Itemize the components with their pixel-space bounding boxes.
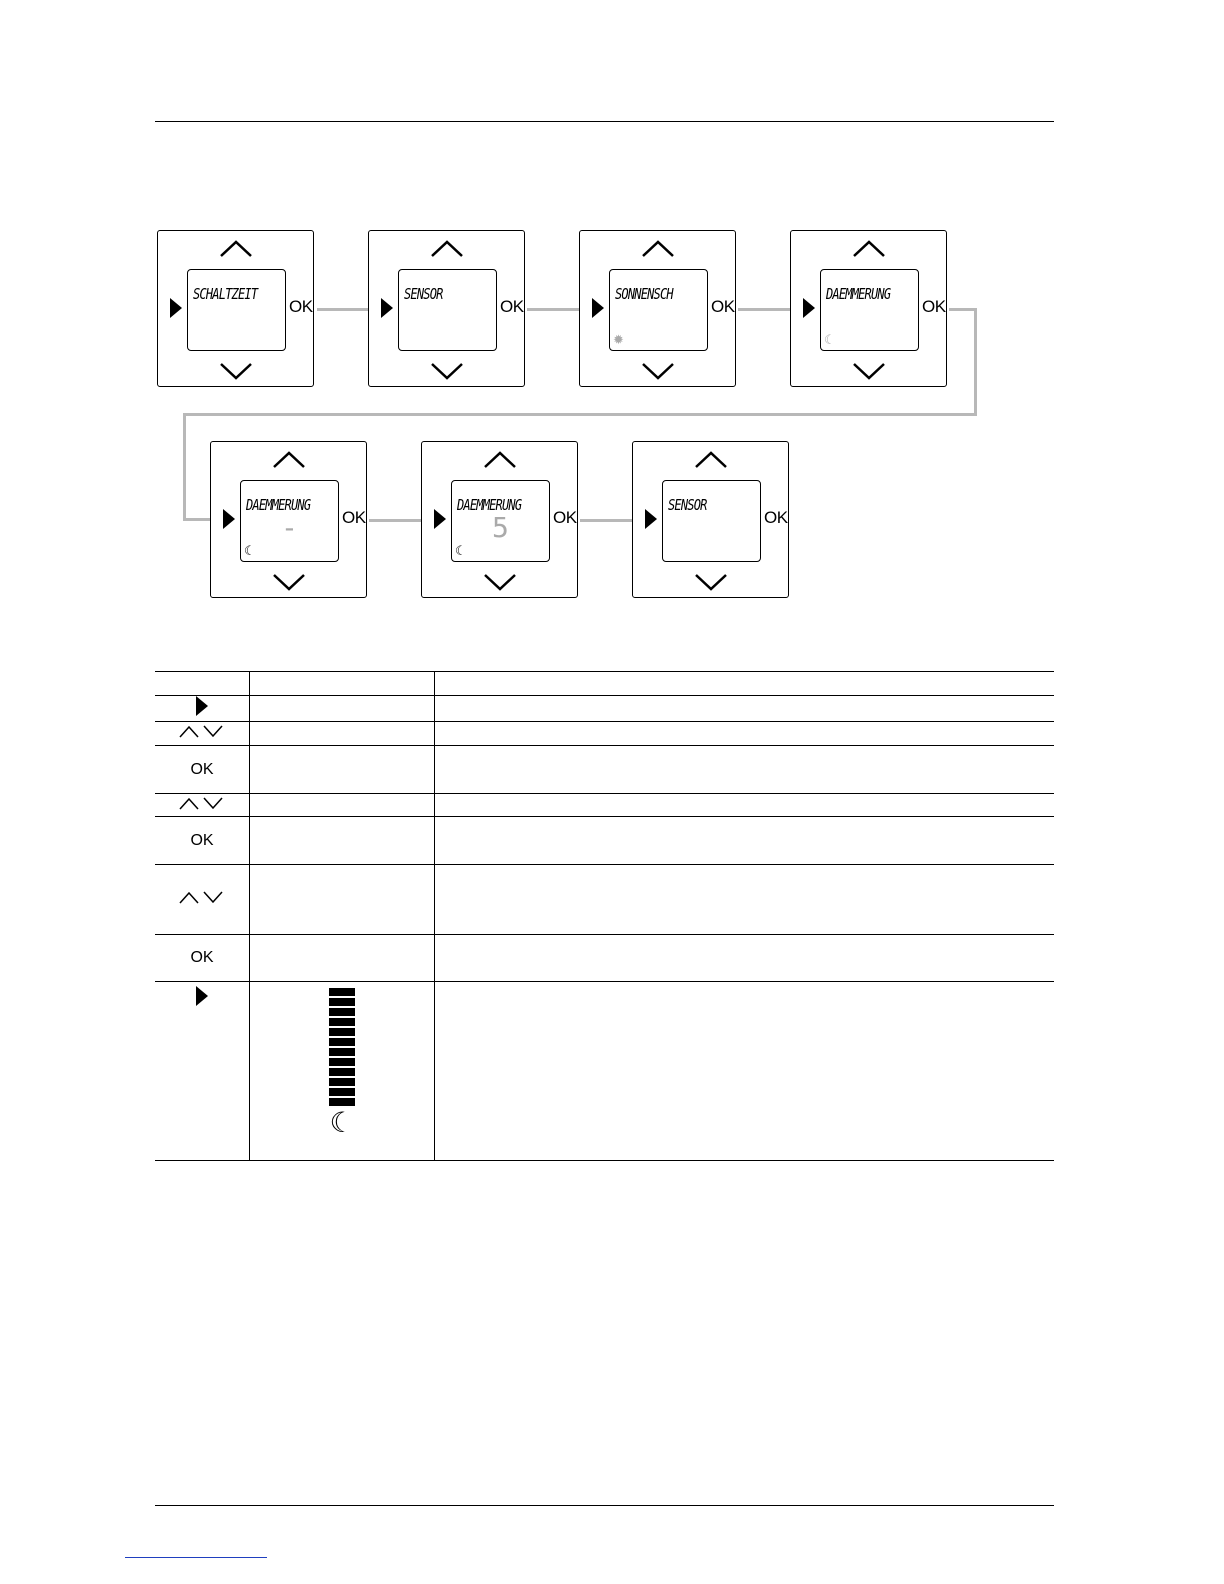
step-symbol-cell: [155, 746, 250, 794]
device-panel-2: [368, 230, 525, 387]
step-description-cell: [435, 935, 1055, 982]
device-panel-5: [210, 441, 367, 598]
chevron-up-icon[interactable]: [429, 237, 465, 259]
step-symbol-cell: [155, 935, 250, 982]
step-description-cell: [435, 696, 1055, 722]
chevron-down-icon[interactable]: [271, 572, 307, 594]
step-description-cell: [435, 817, 1055, 865]
ok-symbol: OK: [190, 760, 214, 778]
moon-icon: ☾: [824, 332, 836, 347]
device-panel-7: [632, 441, 789, 598]
moon-icon: ☾: [244, 543, 256, 558]
connector-4c: [183, 413, 977, 416]
lcd-screen: [820, 269, 919, 351]
step-description-cell: [435, 746, 1055, 794]
step-description-cell: [435, 672, 1055, 696]
step-display-cell: [250, 982, 435, 1161]
level-bar: [329, 1058, 355, 1066]
ok-button[interactable]: OK: [764, 508, 788, 527]
step-display-cell: [250, 935, 435, 982]
step-symbol-cell: [155, 982, 250, 1161]
connector-1: [317, 308, 369, 311]
step-symbol-cell: [155, 794, 250, 817]
play-icon[interactable]: [803, 298, 815, 318]
lcd-text: SONNENSCH: [615, 285, 673, 303]
connector-4a: [949, 308, 977, 311]
lcd-text: DAEMMERUNG: [246, 496, 311, 514]
ok-button[interactable]: OK: [289, 297, 313, 316]
chevron-up-icon[interactable]: [271, 448, 307, 470]
moon-icon: ☾: [455, 543, 467, 558]
table-row: [155, 696, 1054, 722]
lcd-screen: [451, 480, 550, 562]
play-icon[interactable]: [223, 509, 235, 529]
steps-table: [155, 671, 1054, 1161]
level-bar: [329, 1018, 355, 1026]
play-icon[interactable]: [170, 298, 182, 318]
step-display-cell: [250, 746, 435, 794]
lcd-screen: [609, 269, 708, 351]
lcd-text: DAEMMERUNG: [457, 496, 522, 514]
step-symbol-cell: [155, 722, 250, 746]
device-panel-4: [790, 230, 947, 387]
chevron-up-icon[interactable]: [640, 237, 676, 259]
connector-4e: [183, 518, 210, 521]
table-row: [155, 817, 1054, 865]
device-panel-1: [157, 230, 314, 387]
lcd-screen: [398, 269, 497, 351]
lcd-screen: [187, 269, 286, 351]
chevron-down-icon[interactable]: [429, 361, 465, 383]
ok-button[interactable]: OK: [711, 297, 735, 316]
level-bar: [329, 1048, 355, 1056]
level-bar: [329, 1008, 355, 1016]
chevron-down-icon[interactable]: [218, 361, 254, 383]
ok-button[interactable]: OK: [553, 508, 577, 527]
step-description-cell: [435, 794, 1055, 817]
up-down-icon: [178, 726, 226, 743]
ok-symbol: OK: [190, 831, 214, 849]
step-display-cell: [250, 722, 435, 746]
step-description-cell: [435, 865, 1055, 935]
step-symbol-cell: [155, 672, 250, 696]
lcd-value: 5: [492, 511, 509, 544]
level-bar: [329, 1028, 355, 1036]
level-bar: [329, 1088, 355, 1096]
table-row: [155, 794, 1054, 817]
device-panel-3: [579, 230, 736, 387]
lcd-text: SENSOR: [668, 496, 707, 514]
sun-icon: ✹: [613, 332, 624, 347]
play-icon[interactable]: [434, 509, 446, 529]
step-description-cell: [435, 722, 1055, 746]
chevron-down-icon[interactable]: [851, 361, 887, 383]
level-bars: [329, 988, 355, 1138]
bottom-rule: [155, 1505, 1054, 1506]
play-icon[interactable]: [645, 509, 657, 529]
level-bar: [329, 1098, 355, 1106]
level-bar: [329, 1068, 355, 1076]
table-row: [155, 982, 1054, 1161]
chevron-down-icon[interactable]: [640, 361, 676, 383]
chevron-up-icon[interactable]: [693, 448, 729, 470]
footer-link-underline[interactable]: [125, 1557, 267, 1558]
connector-4b: [974, 308, 977, 416]
play-icon[interactable]: [381, 298, 393, 318]
connector-4d: [183, 413, 186, 521]
step-symbol-cell: [155, 865, 250, 935]
chevron-up-icon[interactable]: [482, 448, 518, 470]
level-bar: [329, 1078, 355, 1086]
level-bar: [329, 1038, 355, 1046]
level-bar: [329, 988, 355, 996]
table-row: [155, 865, 1054, 935]
step-display-cell: [250, 865, 435, 935]
lcd-screen: [240, 480, 339, 562]
step-display-cell: [250, 794, 435, 817]
lcd-text: SCHALTZEIT: [193, 285, 258, 303]
step-symbol-cell: [155, 696, 250, 722]
ok-button[interactable]: OK: [922, 297, 946, 316]
step-display-cell: [250, 696, 435, 722]
lcd-screen: [662, 480, 761, 562]
chevron-up-icon[interactable]: [851, 237, 887, 259]
table-row: [155, 722, 1054, 746]
step-display-cell: [250, 817, 435, 865]
connector-6: [580, 519, 633, 522]
ok-button[interactable]: OK: [500, 297, 524, 316]
connector-5: [369, 519, 421, 522]
top-rule: [155, 121, 1054, 122]
chevron-down-icon[interactable]: [693, 572, 729, 594]
play-icon[interactable]: [592, 298, 604, 318]
device-panel-6: [421, 441, 578, 598]
chevron-down-icon[interactable]: [482, 572, 518, 594]
lcd-value: -: [281, 511, 298, 544]
connector-2: [527, 308, 580, 311]
ok-symbol: OK: [190, 949, 214, 966]
table-row: [155, 746, 1054, 794]
step-display-cell: [250, 672, 435, 696]
play-icon: [196, 696, 208, 716]
connector-3: [738, 308, 791, 311]
lcd-text: SENSOR: [404, 285, 443, 303]
play-icon: [196, 986, 208, 1006]
step-description-cell: [435, 982, 1055, 1161]
table-row: [155, 935, 1054, 982]
chevron-up-icon[interactable]: [218, 237, 254, 259]
up-down-icon: [178, 892, 226, 909]
moon-icon: ☾: [329, 1107, 355, 1138]
lcd-text: DAEMMERUNG: [826, 285, 891, 303]
up-down-icon: [178, 798, 226, 815]
level-bar: [329, 998, 355, 1006]
ok-button[interactable]: OK: [342, 508, 366, 527]
step-symbol-cell: [155, 817, 250, 865]
table-row: [155, 672, 1054, 696]
